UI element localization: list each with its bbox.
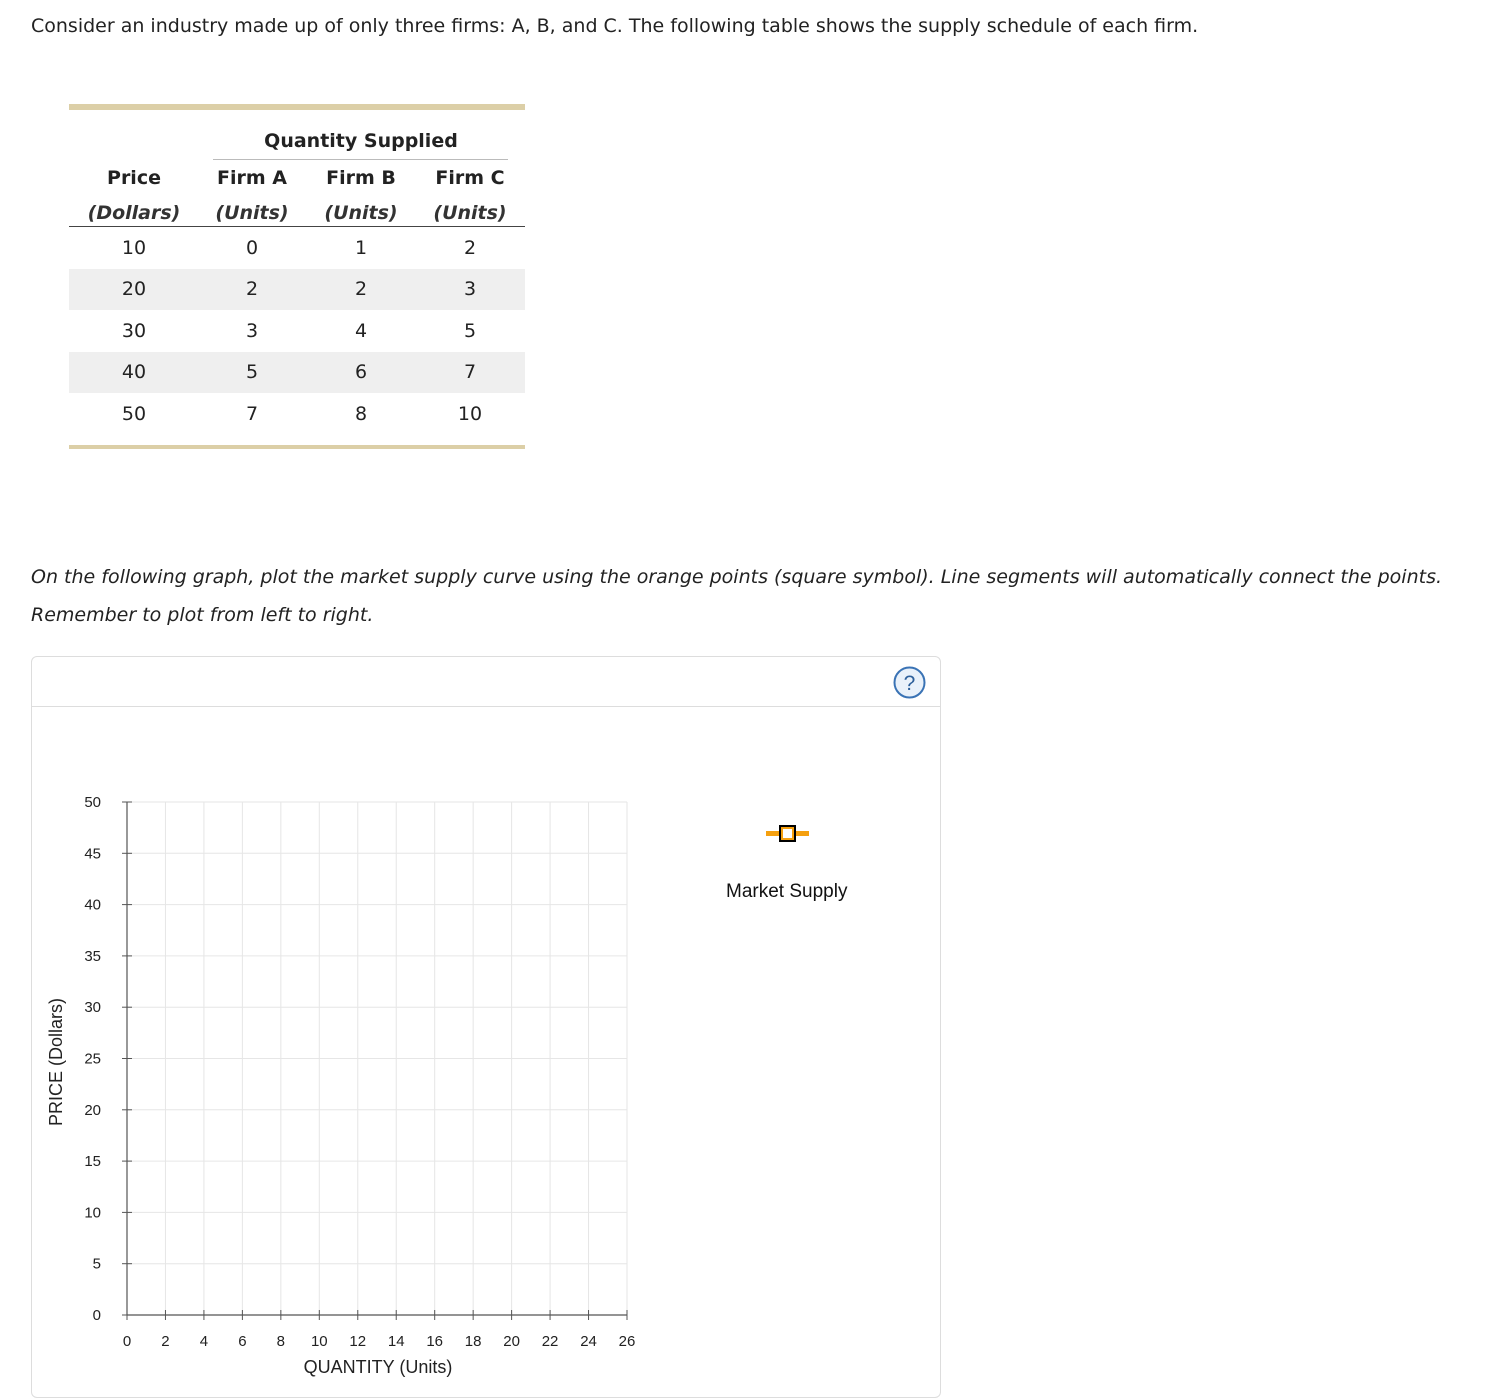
svg-text:?: ? [903,672,916,695]
x-tick-label: 14 [387,1333,405,1350]
x-tick-label: 0 [122,1333,132,1350]
y-tick-label: 10 [84,1204,101,1222]
price-cell: 50 [121,402,147,425]
firm-c-cell: 2 [463,236,477,259]
x-tick-label: 6 [238,1333,247,1350]
firm-a-cell: 7 [245,402,259,425]
intro-text: Consider an industry made up of only three firms: A, B, and C. The following table shows the supply schedule of each firm. [31,15,1199,37]
x-tick-label: 20 [503,1333,520,1350]
y-tick-label: 25 [84,1050,101,1068]
col-firm-b-header: Firm B [326,167,396,189]
col-firm-a-header: Firm A [217,167,287,189]
firm-b-cell: 1 [354,236,368,259]
firm-a-cell: 3 [245,319,259,342]
col-price-unit: (Dollars) [87,202,181,224]
firm-a-cell: 5 [245,361,259,384]
y-tick-label: 15 [84,1153,101,1171]
col-firm-c-header: Firm C [435,167,505,189]
price-cell: 40 [121,361,147,384]
grid-lines [127,802,627,1315]
graph-panel [31,656,941,1398]
legend-market-supply-label: Market Supply [726,881,848,902]
table-header [69,110,525,227]
supply-schedule-table [69,104,525,449]
x-axis-label: QUANTITY (Units) [303,1357,453,1377]
firm-c-cell: 5 [463,319,477,342]
firm-b-cell: 6 [354,361,368,384]
header-divider [213,159,508,160]
x-tick-label: 2 [161,1333,170,1350]
y-tick-label: 40 [84,896,101,914]
col-firm-a-unit: (Units) [215,202,289,224]
instructions-line-2: Remember to plot from left to right. [31,604,374,626]
y-tick-label: 35 [84,947,101,965]
y-tick-label: 0 [92,1307,101,1324]
y-tick-label: 45 [84,845,101,863]
table-row [69,269,525,311]
firm-c-cell: 7 [463,361,477,384]
y-tick-label: 30 [84,999,101,1017]
firm-a-cell: 0 [245,236,259,259]
col-firm-c-unit: (Units) [433,202,507,224]
y-tick-label: 20 [84,1101,101,1119]
table-row [69,227,525,269]
y-axis-ticks [84,794,132,1324]
firm-b-cell: 4 [354,319,368,342]
x-tick-label: 16 [426,1333,444,1350]
price-cell: 30 [121,319,147,342]
firm-a-cell: 2 [245,278,259,301]
y-tick-label: 50 [84,794,101,811]
x-tick-label: 22 [541,1333,559,1350]
x-tick-label: 24 [580,1333,597,1350]
price-cell: 20 [121,278,147,301]
instructions-line-1: On the following graph, plot the market supply curve using the orange points (square symbol). Line segments will automatically connect the points. [31,566,1443,588]
quantity-supplied-header: Quantity Supplied [264,130,458,152]
price-cell: 10 [121,236,147,259]
x-tick-label: 8 [276,1333,286,1350]
table-bottom-rule [69,445,525,449]
x-tick-label: 10 [310,1333,328,1350]
x-tick-label: 26 [618,1333,636,1350]
firm-c-cell: 10 [457,402,483,425]
col-price-header: Price [107,167,161,189]
firm-b-cell: 2 [354,278,368,301]
x-axis-ticks [123,1310,636,1350]
firm-c-cell: 3 [463,278,477,301]
firm-b-cell: 8 [354,402,368,425]
y-axis-label: PRICE (Dollars) [46,997,66,1127]
table-row [69,393,525,435]
table-row [69,352,525,394]
x-tick-label: 18 [464,1333,482,1350]
x-tick-label: 4 [199,1333,209,1350]
orange-square-point-icon[interactable] [766,826,809,841]
table-row [69,310,525,352]
supply-graph[interactable] [32,657,940,1397]
col-firm-b-unit: (Units) [324,202,398,224]
x-tick-label: 12 [349,1333,367,1350]
y-tick-label: 5 [92,1255,101,1273]
